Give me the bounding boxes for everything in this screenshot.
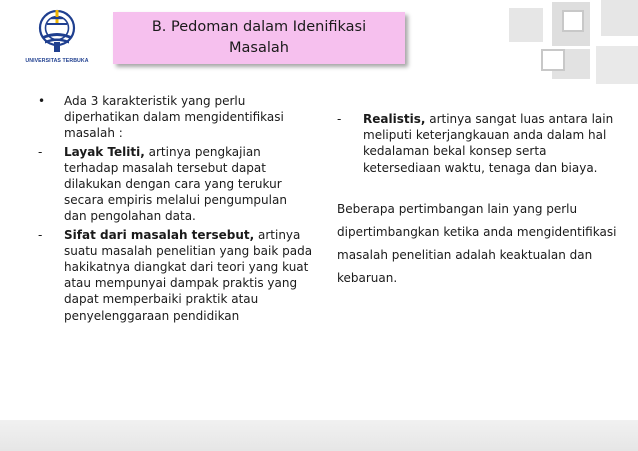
decor-square (596, 46, 638, 84)
footer-band (0, 420, 638, 451)
item-label: Sifat dari masalah tersebut, (64, 227, 255, 242)
list-item (38, 93, 313, 142)
slide-title-line2: Masalah (229, 40, 289, 56)
list-item (337, 111, 627, 176)
list-item (38, 227, 313, 324)
item-label: Layak Teliti, (64, 144, 145, 159)
right-column (337, 111, 627, 290)
left-column (38, 93, 313, 326)
university-logo (22, 8, 92, 70)
item-text: artinya sangat luas antara lain meliputi keterjangkauan anda dalam hal kedalaman bekal konsep serta ketersediaan waktu, tenaga dan biaya. (363, 112, 614, 175)
bullet-mark: • (38, 94, 46, 108)
decor-square-outline (541, 49, 565, 71)
decor-square (601, 0, 638, 36)
decor-square-outline (562, 10, 584, 32)
item-label: Realistis, (363, 112, 426, 126)
item-text: artinya pengkajian terhadap masalah tersebut dapat dilakukan dengan cara yang terukur secara empiris melalui pengumpulan dan pengolahan data. (64, 144, 287, 224)
slide-title-box (113, 12, 405, 64)
dash-mark: - (38, 227, 43, 242)
body-paragraph: Beberapa pertimbangan lain yang perlu dipertimbangkan ketika anda mengidentifikasi masalah penelitian adalah keaktualan dan kebaruan. (337, 201, 617, 285)
list-item (38, 144, 313, 225)
dash-mark: - (337, 112, 342, 126)
decor-square (509, 8, 543, 42)
slide-title (129, 17, 389, 59)
university-emblem-icon (35, 8, 79, 56)
slide-title-line1: B. Pedoman dalam Idenifikasi (151, 19, 367, 35)
university-name: UNIVERSITAS TERBUKA (25, 58, 89, 64)
intro-text: Ada 3 karakteristik yang perlu diperhatikan dalam mengidentifikasi masalah : (64, 94, 284, 141)
item-text: artinya suatu masalah penelitian yang baik pada hakikatnya diangkat dari teori yang kuat atau mempunyai dampak praktis yang dapat memperbaiki praktik atau penyelenggaraan pendidikan (64, 227, 313, 323)
dash-mark: - (38, 144, 43, 159)
